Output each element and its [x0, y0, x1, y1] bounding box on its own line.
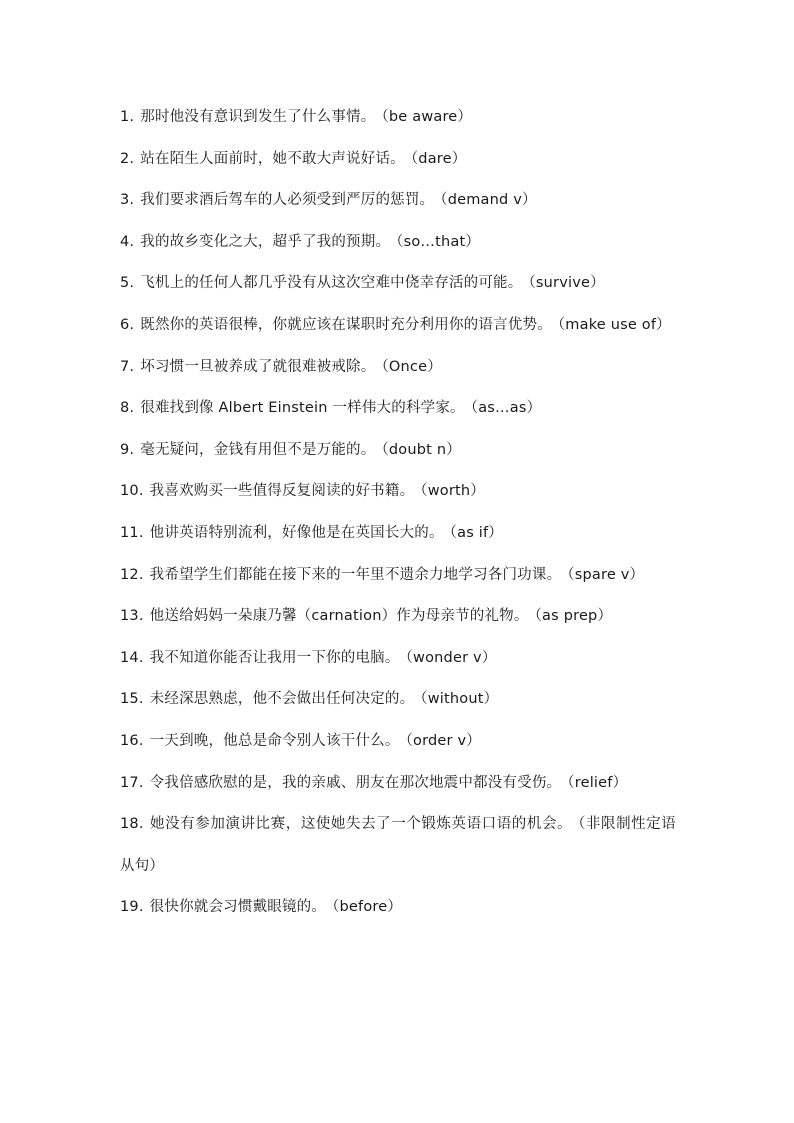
item-number: 7.	[120, 358, 135, 375]
item-sentence: 很快你就会习惯戴眼镜的。	[149, 899, 327, 916]
exercise-item	[120, 263, 676, 305]
exercise-item	[120, 139, 676, 181]
item-hint: （without）	[420, 691, 499, 708]
item-hint: （as prep）	[534, 608, 613, 625]
exercise-item	[120, 887, 676, 929]
item-hint: （spare v）	[567, 566, 645, 583]
exercise-item	[120, 222, 676, 264]
item-number: 12.	[120, 566, 144, 583]
item-number: 19.	[120, 899, 144, 916]
exercise-item	[120, 721, 676, 763]
exercise-item	[120, 804, 676, 887]
item-sentence: 我不知道你能否让我用一下你的电脑。	[149, 649, 400, 666]
item-sentence: 飞机上的任何人都几乎没有从这次空难中侥幸存活的可能。	[140, 275, 523, 292]
item-sentence: 我希望学生们都能在接下来的一年里不遗余力地学习各门功课。	[149, 566, 562, 583]
item-sentence: 坏习惯一旦被养成了就很难被戒除。	[140, 358, 376, 375]
item-hint: （make use of）	[557, 316, 671, 333]
item-sentence: 站在陌生人面前时，她不敢大声说好话。	[140, 150, 405, 167]
item-number: 4.	[120, 233, 135, 250]
item-sentence: 她没有参加演讲比赛，这使她失去了一个锻炼英语口语的机会。	[149, 816, 573, 833]
item-number: 3.	[120, 192, 135, 209]
item-sentence: 既然你的英语很棒，你就应该在谋职时充分利用你的语言优势。	[140, 316, 552, 333]
item-sentence: 我的故乡变化之大，超乎了我的预期。	[140, 233, 391, 250]
item-number: 15.	[120, 691, 144, 708]
item-hint: （survive）	[528, 275, 605, 292]
item-number: 11.	[120, 524, 144, 541]
item-sentence: 很难找到像 Albert Einstein 一样伟大的科学家。	[140, 400, 465, 417]
exercise-item	[120, 555, 676, 597]
item-sentence: 令我倍感欣慰的是，我的亲戚、朋友在那次地震中都没有受伤。	[149, 774, 562, 791]
item-sentence: 我喜欢购买一些值得反复阅读的好书籍。	[149, 483, 415, 500]
exercise-item	[120, 679, 676, 721]
item-hint: （dare）	[410, 150, 467, 167]
item-sentence: 未经深思熟虑，他不会做出任何决定的。	[149, 691, 415, 708]
item-sentence: 他讲英语特别流利，好像他是在英国长大的。	[149, 524, 444, 541]
exercise-item	[120, 763, 676, 805]
item-sentence: 一天到晚，他总是命令别人该干什么。	[149, 732, 400, 749]
item-number: 10.	[120, 483, 144, 500]
exercise-item	[120, 596, 676, 638]
exercise-list	[120, 97, 676, 929]
exercise-item	[120, 388, 676, 430]
exercise-item	[120, 513, 676, 555]
item-hint: （be aware）	[381, 109, 473, 125]
exercise-item	[120, 180, 676, 222]
item-number: 6.	[120, 316, 135, 333]
item-hint: （so…that）	[396, 233, 481, 250]
item-number: 18.	[120, 816, 144, 833]
item-sentence: 他送给妈妈一朵康乃馨（carnation）作为母亲节的礼物。	[149, 608, 529, 625]
item-hint: （relief）	[567, 774, 628, 791]
item-hint: （非限制性定语从句）	[120, 816, 676, 874]
exercise-item	[120, 430, 676, 472]
item-sentence: 我们要求酒后驾车的人必须受到严厉的惩罚。	[140, 192, 435, 209]
item-hint: （worth）	[420, 483, 485, 500]
item-hint: （Once）	[381, 358, 442, 375]
item-hint: （as…as）	[470, 400, 542, 417]
item-number: 13.	[120, 608, 144, 625]
item-hint: （doubt n）	[381, 441, 461, 458]
item-hint: （demand v）	[440, 192, 537, 209]
exercise-item	[120, 471, 676, 513]
exercise-item	[120, 347, 676, 389]
item-number: 16.	[120, 732, 144, 749]
item-hint: （order v）	[405, 732, 481, 749]
item-number: 5.	[120, 275, 135, 292]
item-number: 14.	[120, 649, 144, 666]
item-sentence: 那时他没有意识到发生了什么事情。	[140, 109, 376, 125]
exercise-item	[120, 97, 676, 139]
item-number: 9.	[120, 441, 135, 458]
item-number: 1.	[120, 109, 135, 125]
item-number: 17.	[120, 774, 144, 791]
item-hint: （before）	[332, 899, 403, 916]
exercise-item	[120, 638, 676, 680]
item-sentence: 毫无疑问，金钱有用但不是万能的。	[140, 441, 376, 458]
exercise-item	[120, 305, 676, 347]
item-hint: （wonder v）	[405, 649, 497, 666]
item-number: 2.	[120, 150, 135, 167]
item-hint: （as if）	[449, 524, 504, 541]
item-number: 8.	[120, 400, 135, 417]
